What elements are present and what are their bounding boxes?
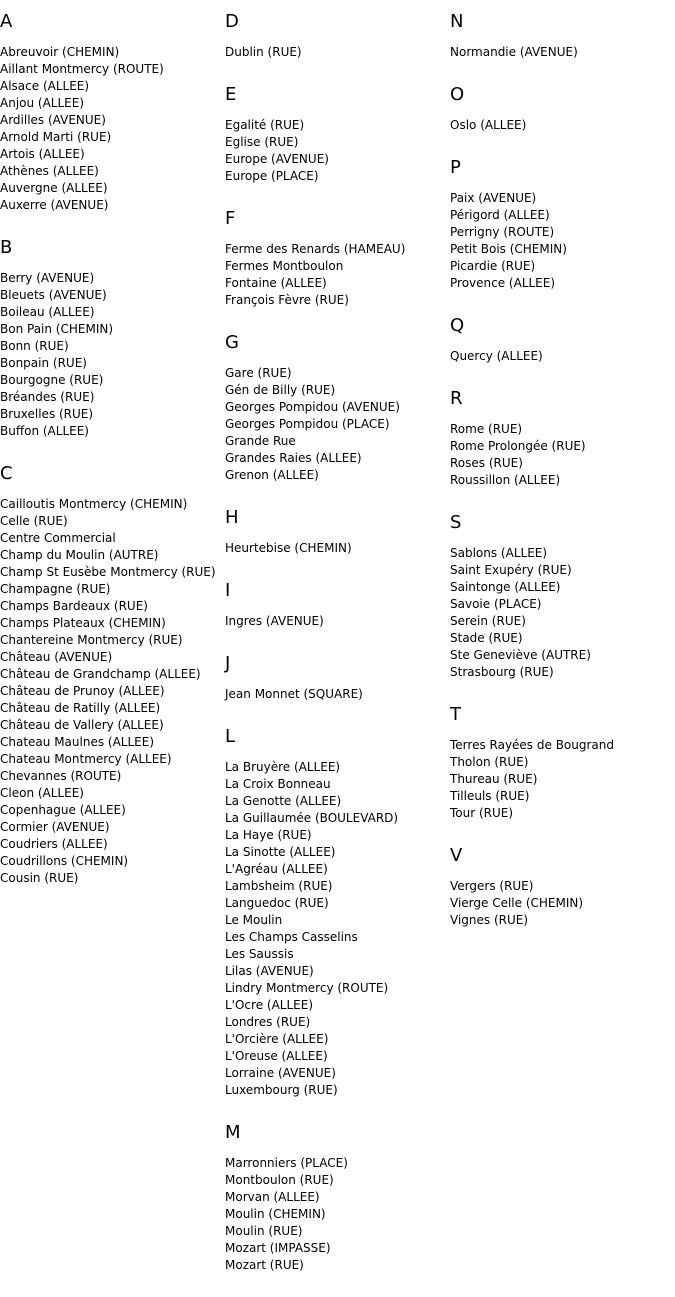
street-item: Strasbourg (RUE) [450,665,554,679]
street-item: Rome (RUE) [450,422,523,436]
street-item: Vierge Celle (CHEMIN) [450,896,584,910]
street-item: L'Orcière (ALLEE) [225,1032,329,1046]
directory-column [450,11,672,952]
street-item: L'Ocre (ALLEE) [225,998,314,1012]
street-item: Morvan (ALLEE) [225,1190,320,1204]
section-letter-heading: H [225,507,239,528]
street-item: Vignes (RUE) [450,913,529,927]
letter-section-g [225,332,447,484]
street-item: Château de Grandchamp (ALLEE) [0,667,201,681]
street-item: Château (AVENUE) [0,650,113,664]
street-item: Berry (AVENUE) [0,271,95,285]
section-letter-heading: R [450,388,463,409]
street-list [450,878,672,929]
directory-column [225,11,447,1297]
section-letter-heading: C [0,463,13,484]
street-item: Les Saussis [225,947,294,961]
street-item: Vergers (RUE) [450,879,534,893]
street-item: Eglise (RUE) [225,135,299,149]
street-item: Celle (RUE) [0,514,68,528]
street-item: Cailloutis Montmercy (CHEMIN) [0,497,188,511]
street-list [450,117,672,134]
street-item: Mozart (RUE) [225,1258,304,1272]
section-letter-heading: G [225,332,239,353]
letter-section-a [0,11,222,214]
street-item: Buffon (ALLEE) [0,424,89,438]
street-item: Languedoc (RUE) [225,896,329,910]
section-letter-heading: D [225,11,239,32]
letter-section-d [225,11,447,61]
street-item: Tilleuls (RUE) [450,789,530,803]
street-list [225,540,447,557]
street-item: Londres (RUE) [225,1015,311,1029]
street-list [0,44,222,214]
street-item: Lambsheim (RUE) [225,879,333,893]
street-list [0,270,222,440]
street-item: L'Oreuse (ALLEE) [225,1049,328,1063]
street-item: Paix (AVENUE) [450,191,537,205]
street-item: Stade (RUE) [450,631,523,645]
street-item: Cousin (RUE) [0,871,79,885]
street-item: Roussillon (ALLEE) [450,473,561,487]
section-letter-heading: F [225,208,236,229]
section-letter-heading: L [225,726,236,747]
street-item: Cleon (ALLEE) [0,786,84,800]
street-item: Egalité (RUE) [225,118,305,132]
street-item: Savoie (PLACE) [450,597,542,611]
street-item: Quercy (ALLEE) [450,349,543,363]
street-item: L'Agréau (ALLEE) [225,862,328,876]
street-item: Mozart (IMPASSE) [225,1241,331,1255]
street-item: Athènes (ALLEE) [0,164,99,178]
street-item: Ingres (AVENUE) [225,614,324,628]
street-item: Lindry Montmercy (ROUTE) [225,981,389,995]
street-item: Périgord (ALLEE) [450,208,550,222]
letter-section-c [0,463,222,887]
section-letter-heading: B [0,237,13,258]
street-item: Château de Vallery (ALLEE) [0,718,164,732]
street-item: Europe (AVENUE) [225,152,329,166]
street-item: Champs Bardeaux (RUE) [0,599,148,613]
street-item: Oslo (ALLEE) [450,118,527,132]
street-item: Boileau (ALLEE) [0,305,95,319]
street-item: Champs Plateaux (CHEMIN) [0,616,166,630]
street-item: Artois (ALLEE) [0,147,85,161]
street-item: La Haye (RUE) [225,828,312,842]
street-item: Château de Ratilly (ALLEE) [0,701,161,715]
street-item: Tour (RUE) [450,806,514,820]
street-item: Lorraine (AVENUE) [225,1066,336,1080]
street-item: Les Champs Casselins [225,930,358,944]
street-item: Bon Pain (CHEMIN) [0,322,114,336]
letter-section-j [225,653,447,703]
street-item: Chantereine Montmercy (RUE) [0,633,183,647]
street-item: Champ St Eusèbe Montmercy (RUE) [0,565,216,579]
street-item: Dublin (RUE) [225,45,302,59]
street-item: Centre Commercial [0,531,116,545]
street-item: Picardie (RUE) [450,259,536,273]
street-item: Luxembourg (RUE) [225,1083,338,1097]
street-item: La Genotte (ALLEE) [225,794,342,808]
street-list [225,241,447,309]
street-item: Saint Exupéry (RUE) [450,563,572,577]
street-item: Alsace (ALLEE) [0,79,90,93]
letter-section-n [450,11,672,61]
street-item: Gén de Billy (RUE) [225,383,336,397]
street-item: Grande Rue [225,434,296,448]
street-item: Marronniers (PLACE) [225,1156,348,1170]
section-letter-heading: J [225,653,231,674]
letter-section-p [450,157,672,292]
letter-section-f [225,208,447,309]
street-item: Bonn (RUE) [0,339,69,353]
street-list [225,613,447,630]
letter-section-l [225,726,447,1099]
street-item: Fermes Montboulon [225,259,344,273]
street-item: Auxerre (AVENUE) [0,198,109,212]
street-item: Georges Pompidou (PLACE) [225,417,390,431]
street-item: Gare (RUE) [225,366,292,380]
street-list [450,545,672,681]
street-list [450,44,672,61]
street-item: Ardilles (AVENUE) [0,113,106,127]
street-item: Perrigny (ROUTE) [450,225,555,239]
street-item: François Fèvre (RUE) [225,293,349,307]
letter-section-r [450,388,672,489]
street-list [225,365,447,484]
section-letter-heading: S [450,512,462,533]
street-item: Grenon (ALLEE) [225,468,319,482]
street-list [225,686,447,703]
street-list [450,190,672,292]
street-item: Jean Monnet (SQUARE) [225,687,363,701]
street-list [450,348,672,365]
section-letter-heading: I [225,580,231,601]
street-item: Moulin (RUE) [225,1224,303,1238]
letter-section-s [450,512,672,681]
street-item: La Croix Bonneau [225,777,331,791]
street-list [225,44,447,61]
letter-section-q [450,315,672,365]
letter-section-e [225,84,447,185]
street-item: Abreuvoir (CHEMIN) [0,45,120,59]
street-list [225,759,447,1099]
street-item: Champ du Moulin (AUTRE) [0,548,159,562]
section-letter-heading: E [225,84,237,105]
letter-section-b [0,237,222,440]
street-item: Moulin (CHEMIN) [225,1207,326,1221]
directory-column [0,11,222,910]
street-item: Tholon (RUE) [450,755,529,769]
street-item: Lilas (AVENUE) [225,964,314,978]
street-item: Thureau (RUE) [450,772,538,786]
letter-section-m [225,1122,447,1274]
section-letter-heading: V [450,845,463,866]
street-item: La Guillaumée (BOULEVARD) [225,811,399,825]
street-item: Coudriers (ALLEE) [0,837,108,851]
street-item: Montboulon (RUE) [225,1173,334,1187]
street-item: Chevannes (ROUTE) [0,769,122,783]
street-item: Bourgogne (RUE) [0,373,104,387]
section-letter-heading: O [450,84,465,105]
street-item: Fontaine (ALLEE) [225,276,327,290]
street-item: Bréandes (RUE) [0,390,95,404]
street-item: Roses (RUE) [450,456,523,470]
street-list [225,117,447,185]
street-item: Aillant Montmercy (ROUTE) [0,62,164,76]
street-item: La Bruyère (ALLEE) [225,760,341,774]
street-item: Terres Rayées de Bougrand [450,738,614,752]
section-letter-heading: N [450,11,464,32]
street-list [225,1155,447,1274]
letter-section-i [225,580,447,630]
letter-section-o [450,84,672,134]
street-item: Copenhague (ALLEE) [0,803,126,817]
section-letter-heading: M [225,1122,241,1143]
street-item: Cormier (AVENUE) [0,820,110,834]
street-item: Sablons (ALLEE) [450,546,548,560]
section-letter-heading: A [0,11,13,32]
street-item: Bruxelles (RUE) [0,407,94,421]
street-item: Normandie (AVENUE) [450,45,578,59]
section-letter-heading: Q [450,315,465,336]
street-item: Anjou (ALLEE) [0,96,85,110]
street-list [450,421,672,489]
street-item: Georges Pompidou (AVENUE) [225,400,400,414]
street-item: Serein (RUE) [450,614,526,628]
street-item: Coudrillons (CHEMIN) [0,854,129,868]
street-item: Rome Prolongée (RUE) [450,439,586,453]
street-item: Chateau Montmercy (ALLEE) [0,752,172,766]
street-item: Grandes Raies (ALLEE) [225,451,362,465]
street-item: Champagne (RUE) [0,582,111,596]
letter-section-v [450,845,672,929]
street-item: Auvergne (ALLEE) [0,181,108,195]
street-item: Saintonge (ALLEE) [450,580,561,594]
street-item: La Sinotte (ALLEE) [225,845,336,859]
letter-section-t [450,704,672,822]
letter-section-h [225,507,447,557]
street-item: Provence (ALLEE) [450,276,556,290]
street-item: Bleuets (AVENUE) [0,288,107,302]
street-item: Château de Prunoy (ALLEE) [0,684,165,698]
street-list [450,737,672,822]
street-list [0,496,222,887]
street-item: Europe (PLACE) [225,169,319,183]
street-item: Chateau Maulnes (ALLEE) [0,735,155,749]
street-item: Petit Bois (CHEMIN) [450,242,567,256]
street-item: Arnold Marti (RUE) [0,130,112,144]
section-letter-heading: P [450,157,461,178]
street-item: Bonpain (RUE) [0,356,87,370]
street-item: Ferme des Renards (HAMEAU) [225,242,406,256]
street-item: Ste Geneviève (AUTRE) [450,648,591,662]
street-item: Heurtebise (CHEMIN) [225,541,352,555]
street-item: Le Moulin [225,913,283,927]
section-letter-heading: T [450,704,461,725]
